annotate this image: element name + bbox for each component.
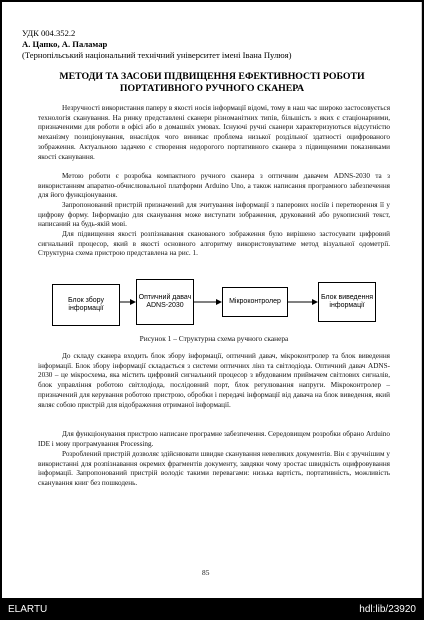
page-number: 85 bbox=[202, 568, 210, 577]
paragraph-3: Запропонований пристрій призначений для зчитування інформації з паперових носіїв і перетворення її у цифрову форму. Інформацію для сканування може виступати зображення, друкований або рукописний текст, написаний на будь-якій мові. bbox=[38, 201, 390, 229]
authors: А. Цапко, А. Паламар bbox=[22, 39, 108, 49]
diagram-arrows bbox=[2, 2, 422, 598]
paragraph-2: Метою роботи є розробка компактного ручного сканера з оптичним давачем ADNS-2030 та з використанням апаратно-обчислювальної платформи Arduino Uno, а також написання програмного забезпечення для його функціонування. bbox=[38, 172, 390, 200]
title-line-1: МЕТОДИ ТА ЗАСОБИ ПІДВИЩЕННЯ ЕФЕКТИВНОСТІ РОБОТИ bbox=[59, 71, 365, 82]
block-optical-sensor: Оптичний давач ADNS-2030 bbox=[136, 279, 194, 325]
figure-caption: Рисунок 1 – Структурна схема ручного сканера bbox=[139, 334, 289, 343]
footer-handle: hdl:lib/23920 bbox=[359, 604, 416, 615]
document-page bbox=[2, 2, 422, 598]
affiliation: (Тернопільський національний технічний університет імені Івана Пулюя) bbox=[22, 50, 292, 60]
udk-code: УДК 004.352.2 bbox=[22, 28, 76, 38]
title-line-2: ПОРТАТИВНОГО РУЧНОГО СКАНЕРА bbox=[119, 83, 305, 94]
paragraph-7: Розроблений пристрій дозволяє здійснювати швидке сканування невеликих документів. Він є зручнішим у використанні для розпізнавання окремих фрагментів документу, завдяки чому зростає швидкість оцифровування інформації. Запропонований пристрій володіє такими перевагами: низька вартість, портативність, можливість сканування книг без пошкодень. bbox=[38, 450, 390, 488]
block-output: Блок виведення інформації bbox=[318, 282, 376, 322]
paragraph-1: Незручності використання паперу в якості носія інформації відомі, тому в наш час широко застосовується технологія сканування. На ринку представлені сканери різноманітних типів, більшість з яких є стаціонарними, призначеними для роботи в офісі або в домашніх умовах. Існуючі ручні сканери характеризуються відсутністю механізму позиціонування, внаслідок чого виникає проблема низької роздільної здатності оцифрованого зображення. Актуальною задачею є створення недорогого портативного сканера з підвищеними показниками якості сканування. bbox=[38, 104, 390, 161]
paragraph-6: Для функціонування пристрою написане програмне забезпечення. Середовищем розробки обрано Arduino IDE і мову програмування Processing. bbox=[38, 430, 390, 448]
block-microcontroller: Мікроконтролер bbox=[222, 287, 288, 317]
paragraph-5: До складу сканера входить блок збору інформації, оптичний давач, мікроконтролер та блок виведення інформації. Блок збору інформації складається з системи оптичних лінз та світлодіода. Оптичний давач ADNS-2030 – це мікросхема, яка містить цифровий сигнальний процесор з вбудованим приймачем світлових сигналів, блок управління роботою світлодіода, послідовний порт, блок регулювання напруги. Мікроконтролер – призначений для керування роботою пристрою, обробки і передачі інформації від давача на блок виведення, який являє собою пристрій для відображення отриманої інформації. bbox=[38, 352, 390, 409]
block-data-acquisition: Блок збору інформації bbox=[52, 284, 120, 326]
block-diagram bbox=[2, 2, 422, 598]
footer-repository: ELARTU bbox=[8, 604, 48, 615]
paragraph-4: Для підвищення якості розпізнавання сканованого зображення було вирішено застосувати цифровий сигнальний процесор, який в якості основного алгоритму використовуватиме метод візуальної одометрії. Структурна схема пристрою представлена на рис. 1. bbox=[38, 230, 390, 258]
